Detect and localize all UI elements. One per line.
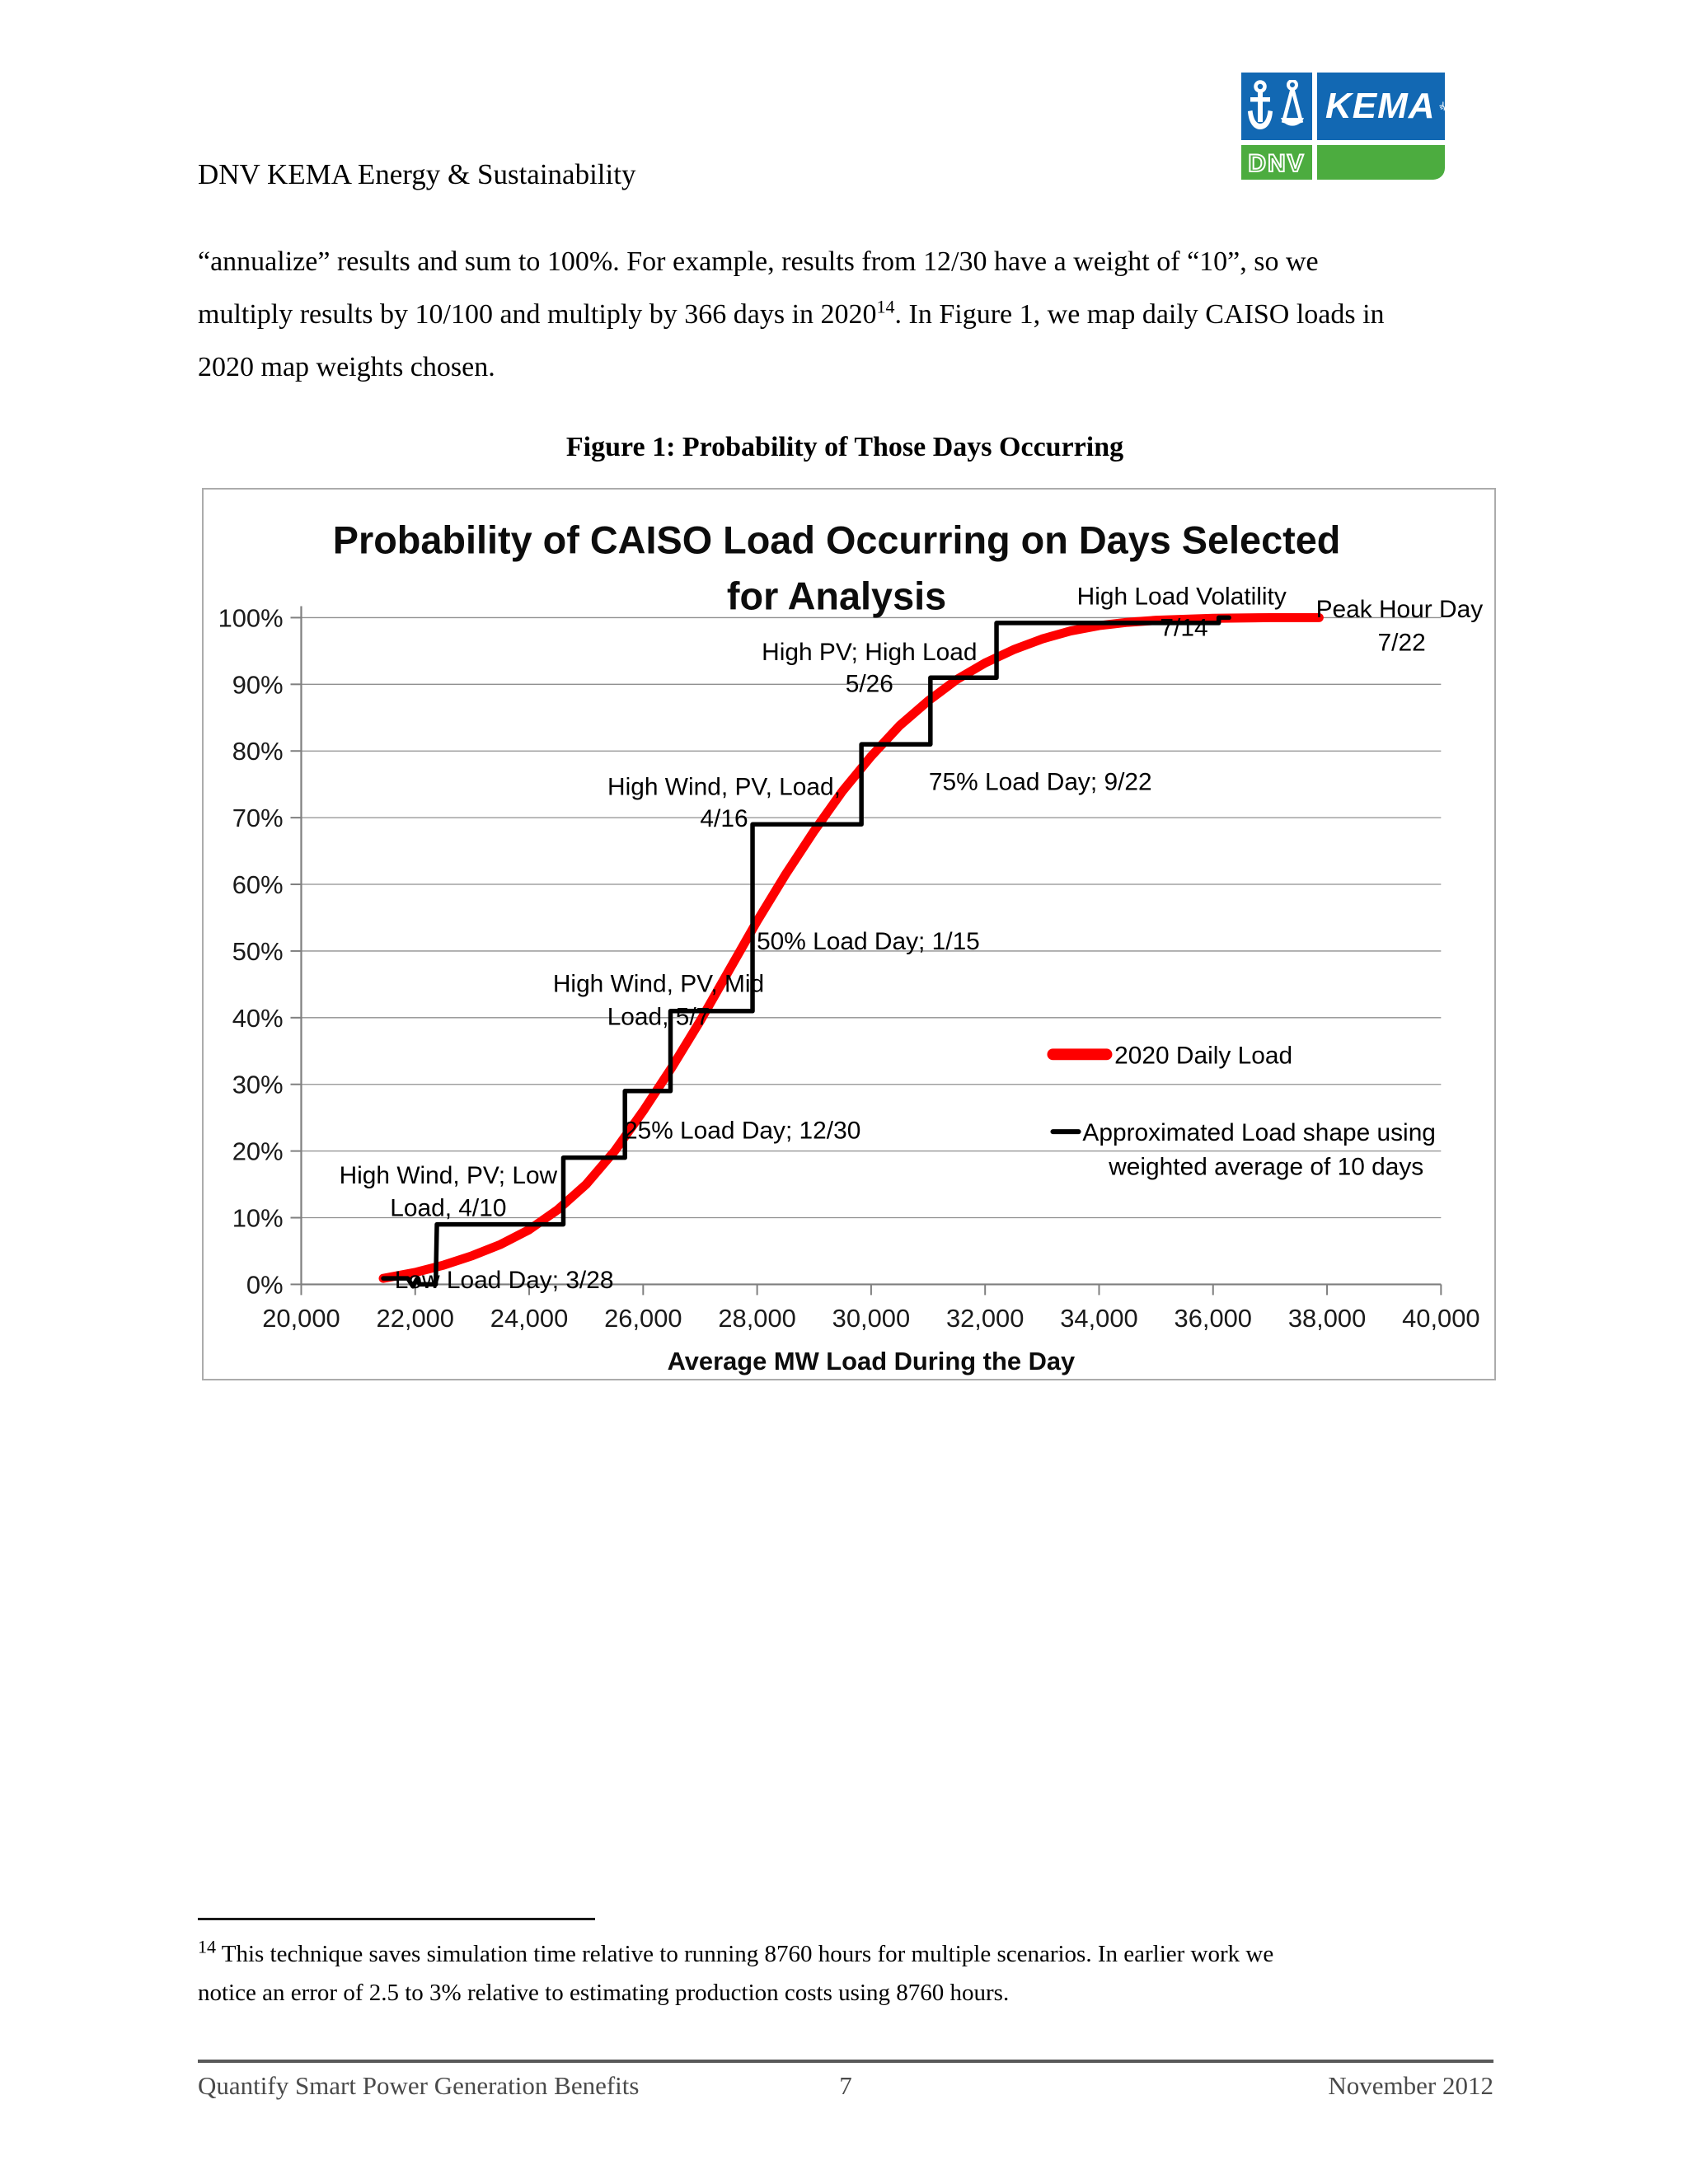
chart-annotation: 4/16 — [700, 805, 748, 833]
anchor-icon — [1246, 80, 1274, 133]
x-tick-label: 40,000 — [1402, 1304, 1480, 1333]
footer-page-number: 7 — [839, 2071, 852, 2100]
paragraph-line: multiply results by 10/100 and multiply by 366 days in 2020$^{14}$. In Figure 1, we map daily CAISO loads in — [198, 296, 1385, 330]
chart-annotation: High Wind, PV, Load, — [607, 773, 841, 801]
chart-annotation: 5/26 — [845, 670, 893, 698]
y-tick-label: 10% — [232, 1203, 284, 1233]
scales-icon — [1278, 80, 1307, 133]
chart-annotation: Load, 5/7 — [607, 1003, 710, 1031]
logo-kema-cell — [1317, 73, 1445, 140]
svg-text:DNV: DNV — [1248, 150, 1306, 177]
dnv-kema-logo — [1241, 73, 1445, 180]
y-tick-label: 100% — [218, 603, 284, 633]
chart-annotation: High Wind, PV, Mid — [552, 970, 765, 998]
x-tick-label: 26,000 — [604, 1304, 682, 1333]
figure-caption: Figure 1: Probability of Those Days Occurring — [565, 432, 1124, 462]
chart-title-line: Probability of CAISO Load Occurring on Days Selected — [332, 518, 1341, 562]
y-tick-label: 0% — [246, 1270, 284, 1300]
y-tick-label: 30% — [232, 1070, 284, 1099]
chart-annotation: Peak Hour Day — [1315, 596, 1484, 624]
footer-document-title: Quantify Smart Power Generation Benefits — [198, 2071, 640, 2100]
chart-title-line: for Analysis — [726, 574, 947, 618]
kema-glyph-icon — [1439, 81, 1445, 132]
y-tick-label: 40% — [232, 1003, 284, 1033]
x-tick-label: 32,000 — [945, 1304, 1025, 1333]
footer-separator — [198, 2060, 1493, 2063]
y-tick-label: 70% — [232, 804, 284, 833]
chart-annotation: High Load Volatility — [1076, 583, 1287, 611]
body-paragraph — [198, 236, 1517, 394]
page-footer — [198, 2071, 1493, 2101]
chart-annotation: 7/22 — [1377, 629, 1426, 657]
chart-canvas — [204, 490, 1494, 1379]
footnote-line: notice an error of 2.5 to 3% relative to estimating production costs using 8760 hours. — [198, 1980, 1010, 2006]
paragraph-line: 2020 map weights chosen. — [198, 352, 495, 382]
x-tick-label: 34,000 — [1060, 1304, 1138, 1333]
x-tick-label: 20,000 — [262, 1304, 340, 1333]
chart-annotation: 75% Load Day; 9/22 — [928, 768, 1152, 796]
chart-annotation: 7/14 — [1160, 614, 1208, 642]
logo-dnv-cell — [1241, 145, 1312, 180]
x-tick-label: 36,000 — [1174, 1304, 1252, 1333]
legend-label: Approximated Load shape using — [1082, 1119, 1436, 1147]
y-tick-label: 50% — [232, 936, 284, 966]
footer-date: November 2012 — [1328, 2071, 1493, 2100]
legend-label: weighted average of 10 days — [1109, 1153, 1424, 1181]
logo-green-bar — [1317, 145, 1445, 180]
chart-annotation: Load, 4/10 — [390, 1194, 507, 1222]
footnote — [198, 1935, 1517, 2013]
footnote-separator — [198, 1918, 595, 1920]
x-tick-label: 22,000 — [376, 1304, 454, 1333]
chart-annotation: High Wind, PV; Low — [339, 1161, 558, 1189]
footnote-ref: 14 — [876, 296, 895, 317]
y-tick-label: 80% — [232, 737, 284, 766]
x-tick-label: 30,000 — [832, 1304, 911, 1333]
y-tick-label: 60% — [232, 869, 284, 899]
x-tick-label: 38,000 — [1287, 1304, 1367, 1333]
chart-annotation: 50% Load Day; 1/15 — [757, 927, 980, 955]
x-axis-title: Average MW Load During the Day — [667, 1347, 1076, 1376]
figure1-chart — [202, 488, 1496, 1380]
page-header-title: DNV KEMA Energy & Sustainability — [198, 158, 636, 190]
kema-wordmark: KEMA — [1325, 86, 1436, 126]
x-tick-label: 28,000 — [718, 1304, 796, 1333]
chart-annotation: High PV; High Load — [762, 638, 978, 666]
y-tick-label: 20% — [232, 1137, 284, 1166]
paragraph-line: “annualize” results and sum to 100%. For example, results from 12/30 have a weight of “10”, so we — [198, 246, 1319, 277]
footnote-line: $^{14}$ This technique saves simulation time relative to running 8760 hours for multiple scenarios. In earlier work we — [198, 1936, 1274, 1967]
legend-label: 2020 Daily Load — [1114, 1042, 1293, 1070]
y-tick-label: 90% — [232, 670, 284, 700]
logo-anchor-cell — [1241, 73, 1312, 140]
chart-annotation: Low Load Day; 3/28 — [394, 1266, 614, 1294]
x-tick-label: 24,000 — [490, 1304, 569, 1333]
chart-annotation: 25% Load Day; 12/30 — [623, 1117, 861, 1145]
dnv-wordmark — [1244, 146, 1310, 179]
